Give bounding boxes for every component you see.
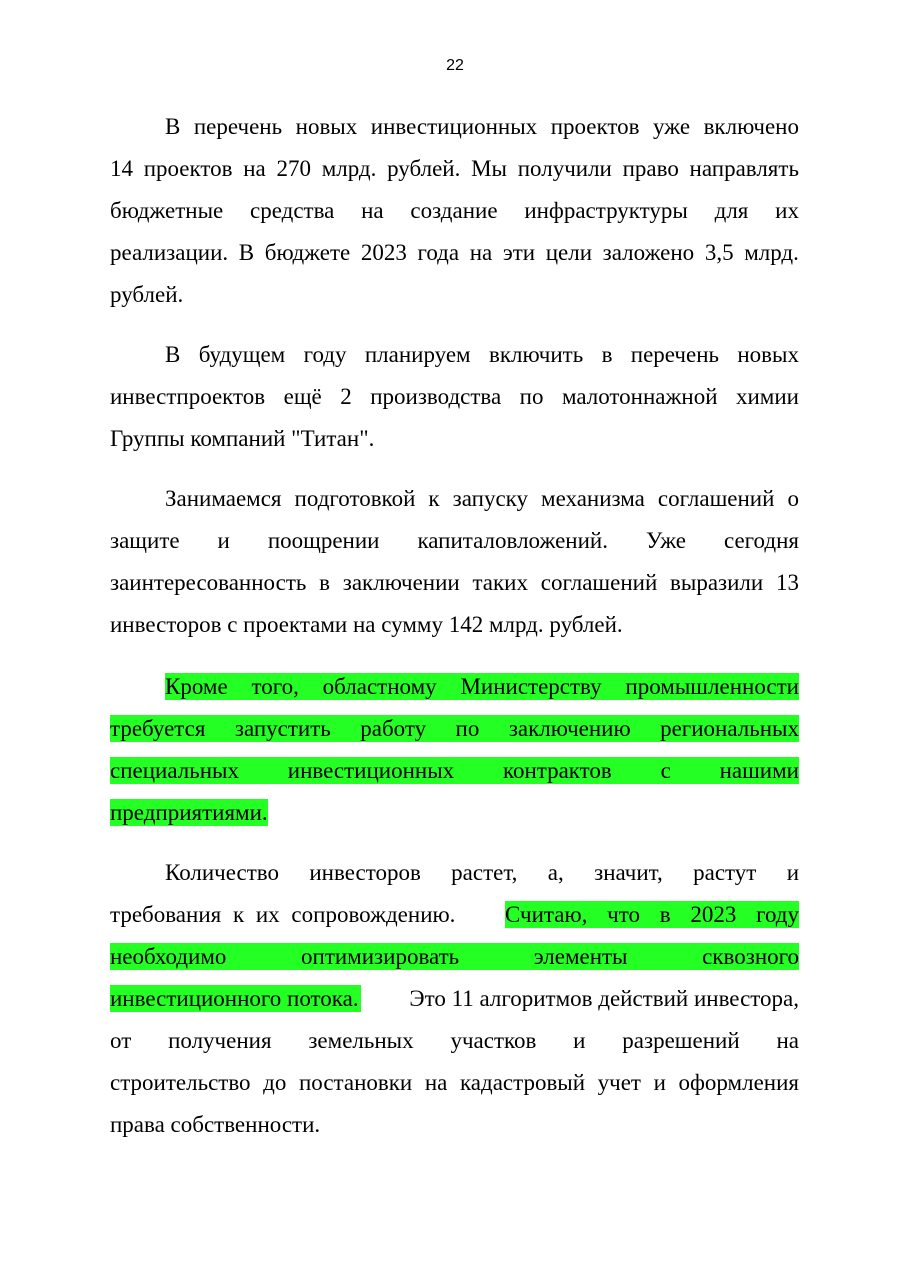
word: бюджете [264,240,351,265]
word: от [110,1028,132,1053]
word: земельных [308,1028,414,1053]
word: Считаю, [505,902,588,927]
word: оптимизировать [301,944,460,969]
word: учет [597,1070,641,1095]
word: растет, [451,860,518,885]
word: новых [295,114,358,139]
word: химии [736,384,799,409]
word: нашими [719,758,799,783]
word: Министерству [460,674,602,699]
word: по [455,716,480,741]
word: соглашений [540,570,658,595]
word: сквозного [702,944,799,969]
word: запуску [452,486,528,511]
word: планируем [364,342,471,367]
word: включено [703,114,799,139]
word: растут [693,860,757,885]
word: млрд. [321,156,377,181]
word: будущем [198,342,286,367]
word: перечень [630,342,720,367]
word: элементы [533,944,628,969]
paragraph-3 [110,478,799,646]
word: разрешений [622,1028,740,1053]
text-line [110,148,799,190]
highlighted-line [110,715,799,742]
word: право [622,156,679,181]
word: 2023 [360,240,407,265]
word: перечень [193,114,283,139]
paragraph-1 [110,106,799,316]
text-line [165,852,799,894]
text-line: Группы компаний "Титан". [110,426,375,451]
word: новых [737,342,799,367]
word: что [607,902,640,927]
word: средства [250,198,335,223]
text-line [110,190,799,232]
text-line [110,520,799,562]
word: и [786,860,799,885]
text-line [165,106,799,148]
word: постановки [298,1070,413,1095]
word: их [775,198,799,223]
text-line: права собственности. [110,1112,321,1137]
word: получили [517,156,612,181]
plain-text: Это 11 алгоритмов действий инвестора, [403,986,799,1011]
word: капиталовложений. [417,528,608,553]
word: требуется [110,716,206,741]
word: инфраструктуры [524,198,688,223]
word: 2023 [690,902,737,927]
word: заключению [508,716,631,741]
word: заключении [342,570,460,595]
word: и [573,1028,586,1053]
word: до [263,1070,287,1095]
word: В [165,114,181,139]
word: механизма [541,486,645,511]
word: таких [472,570,528,595]
page-number: 22 [446,57,464,74]
word: в [601,342,613,367]
word: специальных [110,758,239,783]
word: году [756,902,799,927]
word: инвестпроектов [110,384,266,409]
word: В [238,240,255,265]
word: на [776,1028,799,1053]
word: получения [168,1028,272,1053]
text-line [110,232,799,274]
word: ещё [283,384,322,409]
word: к [428,486,440,511]
word: инвестиционных [370,114,538,139]
text-line: инвесторов с проектами на сумму 142 млрд. рублей. [110,612,623,637]
word: малотоннажной [561,384,718,409]
text-line [110,1020,799,1062]
word: на [361,198,384,223]
word: проектов [143,156,233,181]
word: 3,5 [704,240,734,265]
word: того, [251,674,299,699]
word: года [417,240,460,265]
word: работу [360,716,427,741]
highlighted-line [110,943,799,970]
text-line [165,478,799,520]
word: на [243,156,266,181]
word: необходимо [110,944,227,969]
text-line-mixed [110,978,799,1020]
word: 14 [110,156,133,181]
word: соглашений [657,486,775,511]
highlighted-text [505,901,799,928]
text-line [110,562,799,604]
word: в [659,902,671,927]
word: проектов [550,114,640,139]
paragraph-2 [110,334,799,460]
word: в [319,570,330,595]
word: 13 [775,570,799,595]
text-line [110,1062,799,1104]
word: направлять [689,156,799,181]
paragraph-5 [110,852,799,1146]
word: Мы [471,156,507,181]
highlighted-line [110,757,799,784]
highlighted-line [165,673,799,700]
word: и [217,528,230,553]
word: региональных [660,716,799,741]
word: бюджетные [110,198,224,223]
word: реализации. [110,240,229,265]
word: году [303,342,347,367]
word: поощрении [267,528,380,553]
word: по [519,384,544,409]
word: на [469,240,493,265]
word: В [165,342,181,367]
text-line: рублей. [110,282,184,307]
word: Количество [165,860,279,885]
word: сегодня [723,528,799,553]
word: с [660,758,671,783]
word: подготовкой [294,486,416,511]
word: участков [450,1028,537,1053]
word: для [714,198,749,223]
word: 2 [340,384,352,409]
word: эти [502,240,536,265]
word: на [424,1070,448,1095]
word: о [787,486,799,511]
paragraph-4-highlighted [110,666,799,834]
highlighted-text: инвестиционного потока. [110,986,359,1011]
word: рублей. [387,156,461,181]
word: запустить [234,716,331,741]
word: создание [410,198,498,223]
word: заинтересованность [110,570,307,595]
word: цели [545,240,593,265]
word: Занимаемся [165,486,282,511]
word: кадастровый [459,1070,586,1095]
word: а, [547,860,564,885]
word: оформления [678,1070,799,1095]
word: и [653,1070,666,1095]
word: Уже [645,528,686,553]
word: контрактов [502,758,612,783]
word: выразили [670,570,764,595]
word: млрд. [744,240,799,265]
text-line-mixed [110,894,799,936]
highlighted-line: предприятиями. [110,800,268,825]
text-line [165,334,799,376]
word: инвестиционных [287,758,455,783]
word: инвесторов [309,860,421,885]
word: значит, [594,860,663,885]
word: областному [322,674,437,699]
word: 270 [276,156,311,181]
word: промышленности [625,674,799,699]
word: уже [653,114,691,139]
word: защите [110,528,180,553]
word: строительство [110,1070,251,1095]
text-line [110,376,799,418]
word: заложено [602,240,695,265]
word: производства [370,384,502,409]
plain-text: требования к их сопровождению. [110,902,468,927]
word: Кроме [165,674,228,699]
word: включить [488,342,584,367]
